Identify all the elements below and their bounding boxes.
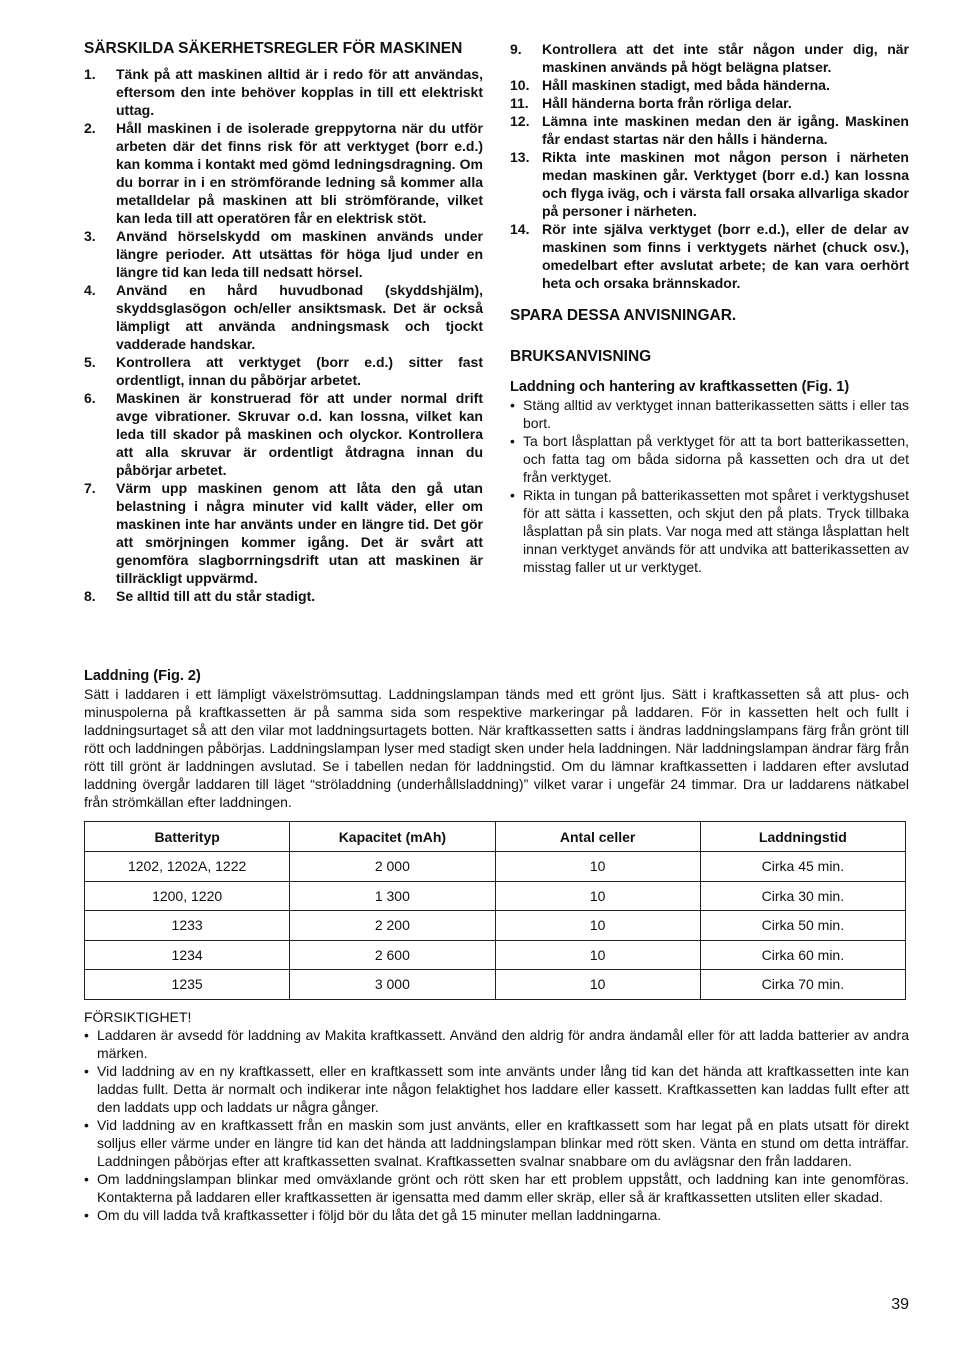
charging-time-table bbox=[84, 821, 906, 1000]
table-cell: 10 bbox=[495, 940, 700, 970]
safety-rules-list-continued bbox=[510, 40, 909, 292]
battery-loading-heading: Laddning och hantering av kraftkassetten (Fig. 1) bbox=[510, 379, 850, 395]
instructions-heading: BRUKSANVISNING bbox=[510, 348, 652, 365]
rule-text: Använd hörselskydd om maskinen används under längre perioder. Att utsättas för höga ljud under en längre tid kan leda till nedsatt hörsel. bbox=[116, 228, 483, 280]
bullet-icon: • bbox=[510, 397, 515, 413]
charging-section bbox=[84, 667, 909, 811]
rule-item bbox=[510, 76, 909, 94]
rule-text: Håll maskinen i de isolerade greppytorna när du utför arbeten där det finns risk för att verktyget (borr e.d.) kan komma i kontakt med gömd ledningsdragning. Om du borrar in i en strömförande ledning så kommer alla metalldelar på maskinen att bli strömförande, vilket kan leda till att operatören får en elektrisk stöt. bbox=[116, 120, 483, 226]
safety-rules-heading: SÄRSKILDA SÄKERHETSREGLER FÖR MASKINEN bbox=[84, 40, 463, 57]
table-row bbox=[85, 970, 906, 1000]
rule-text: Rör inte själva verktyget (borr e.d.), eller de delar av maskinen som finns i verktygets närhet (chuck osv.), omedelbart efter avslutat arbete; de kan vara oerhört heta och orsaka brännskador. bbox=[542, 221, 909, 291]
table-cell: 1233 bbox=[85, 911, 290, 941]
table-cell: 10 bbox=[495, 911, 700, 941]
safety-rules-list bbox=[84, 65, 483, 605]
table-cell: 2 600 bbox=[290, 940, 495, 970]
rule-number: 4. bbox=[84, 282, 96, 298]
charging-heading: Laddning (Fig. 2) bbox=[84, 668, 201, 684]
rule-item bbox=[84, 479, 483, 587]
bullet-icon: • bbox=[84, 1063, 89, 1079]
table-cell: 3 000 bbox=[290, 970, 495, 1000]
rule-number: 9. bbox=[510, 41, 522, 57]
rule-number: 13. bbox=[510, 149, 530, 165]
rule-text: Värm upp maskinen genom att låta den gå utan belastning i några minuter vid kallt väder, eller om maskinen inte har använts under en längre tid. Det gör att smörjningen kommer igång. Det är svårt att genomföra slagborrningsdrift utan att maskinen är tillräckligt uppvärmd. bbox=[116, 480, 483, 586]
rule-text: Rikta inte maskinen mot någon person i närheten medan maskinen går. Verktyget (borr e.d.) kan lossna och flyga iväg, och i värsta fall orsaka allvarliga skador på personer i närheten. bbox=[542, 149, 909, 219]
list-item-text: Rikta in tungan på batterikassetten mot spåret i verktygshuset för att sätta i kassetten, och skjut den på plats. Tryck tillbaka låsplattan på sin plats. Var noga med att stänga låsplattan helt innan verktyget används för att undvika att batterikassetten av misstag faller ut ur verktyget. bbox=[523, 487, 909, 575]
page-number: 39 bbox=[891, 1296, 909, 1313]
rule-number: 12. bbox=[510, 113, 530, 129]
rule-text: Håll händerna borta från rörliga delar. bbox=[542, 95, 792, 111]
caution-title: FÖRSIKTIGHET! bbox=[84, 1009, 192, 1025]
table-cell: Cirka 30 min. bbox=[700, 881, 905, 911]
rule-number: 14. bbox=[510, 221, 530, 237]
rule-text: Kontrollera att det inte står någon under dig, när maskinen används på högt belägna platser. bbox=[542, 41, 909, 75]
table-cell: 10 bbox=[495, 881, 700, 911]
column-header: Kapacitet (mAh) bbox=[290, 822, 495, 852]
column-header: Batterityp bbox=[85, 822, 290, 852]
rule-text: Tänk på att maskinen alltid är i redo för att användas, eftersom den inte behöver kopplas in till ett elektriskt uttag. bbox=[116, 66, 483, 118]
table-cell: 10 bbox=[495, 970, 700, 1000]
rule-number: 5. bbox=[84, 354, 96, 370]
charging-paragraph: Sätt i laddaren i ett lämpligt växelströmsuttag. Laddningslampan tänds med ett grönt ljus. Sätt i kraftkassetten så att plus- och minuspolerna på kraftkassetten är på samma sida som respektive markeringar på laddaren. För in kassetten helt och fullt i laddningsurtaget så att den vilar mot laddningsurtagets botten. När kraftkassetten satts i ändras laddningslampans färg från grönt till rött och laddningen påbörjas. Laddningslampan lyser med stadigt sken under hela laddningen. När laddningslampan ändrar färg från rött till grönt är laddningen avslutad. Se i tabellen nedan för laddningstid. Om du lämnar kraftkassetten i laddaren efter avslutad laddning övergår laddaren till läget “ströladdning (underhållsladdning)” vilket varar i ungefär 24 timmar. Dra ur laddarens nätkabel från strömkällan efter laddningen. bbox=[84, 686, 909, 810]
battery-loading-list bbox=[510, 396, 909, 576]
rule-number: 11. bbox=[510, 95, 529, 111]
save-instructions-heading: SPARA DESSA ANVISNINGAR. bbox=[510, 307, 737, 324]
rule-number: 2. bbox=[84, 120, 96, 136]
list-item-text: Stäng alltid av verktyget innan batterikassetten sätts i eller tas bort. bbox=[523, 397, 909, 431]
rule-number: 3. bbox=[84, 228, 96, 244]
list-item-text: Om laddningslampan blinkar med omväxlande grönt och rött sken har ett problem uppstått, och laddning kan inte genomföras. Kontakterna på laddaren eller kraftkassetten är igensatta med damm eller skräp, eller så är kraftkassetten utsliten eller skadad. bbox=[97, 1171, 909, 1205]
left-column bbox=[84, 38, 483, 605]
rule-text: Se alltid till att du står stadigt. bbox=[116, 588, 316, 604]
rule-number: 7. bbox=[84, 480, 96, 496]
list-item-text: Laddaren är avsedd för laddning av Makita kraftkassett. Använd den aldrig för andra ändamål eller för att ladda batterier av andra märken. bbox=[97, 1027, 909, 1061]
rule-number: 8. bbox=[84, 588, 96, 604]
bullet-icon: • bbox=[84, 1207, 89, 1223]
table-row bbox=[85, 852, 906, 882]
list-item bbox=[84, 1062, 909, 1116]
table-row bbox=[85, 881, 906, 911]
table-header-row bbox=[85, 822, 906, 852]
list-item-text: Vid laddning av en kraftkassett från en maskin som just använts, eller en kraftkassett som har legat på en plats utsatt för direkt solljus eller värme under en längre tid kan det hända att laddningslampan blinkar med rött sken. Vänta en stund om detta inträffar. Laddningen påbörjas efter att kraftkassetten svalnat. Kraftkassetten svalnar snabbare om du avlägsnar den från laddaren. bbox=[97, 1117, 909, 1169]
rule-item bbox=[510, 112, 909, 148]
column-header: Antal celler bbox=[495, 822, 700, 852]
table-cell: 1202, 1202A, 1222 bbox=[85, 852, 290, 882]
list-item bbox=[84, 1170, 909, 1206]
rule-item bbox=[84, 353, 483, 389]
rule-item bbox=[510, 220, 909, 292]
right-column bbox=[510, 40, 909, 576]
list-item-text: Vid laddning av en ny kraftkassett, eller en kraftkassett som inte använts under lång tid kan det hända att kraftkassetten inte kan laddas fullt. Detta är normalt och indikerar inte någon felaktighet hos laddare eller kassett. Kraftkassetten kan laddas fullt efter att den laddats upp och laddats ur några gånger. bbox=[97, 1063, 909, 1115]
list-item bbox=[84, 1026, 909, 1062]
rule-item bbox=[510, 40, 909, 76]
table-row bbox=[85, 911, 906, 941]
list-item-text: Ta bort låsplattan på verktyget för att ta bort batterikassetten, och fatta tag om båda sidorna på kassetten och dra ut det från verktyget. bbox=[523, 433, 909, 485]
rule-text: Håll maskinen stadigt, med båda händerna. bbox=[542, 77, 830, 93]
table-cell: 1 300 bbox=[290, 881, 495, 911]
bullet-icon: • bbox=[84, 1027, 89, 1043]
bullet-icon: • bbox=[510, 433, 515, 449]
list-item bbox=[84, 1116, 909, 1170]
table-cell: 1234 bbox=[85, 940, 290, 970]
rule-item bbox=[510, 94, 909, 112]
rule-item bbox=[84, 389, 483, 479]
caution-list bbox=[84, 1026, 909, 1224]
rule-number: 1. bbox=[84, 66, 96, 82]
list-item bbox=[510, 486, 909, 576]
bullet-icon: • bbox=[84, 1117, 89, 1133]
rule-text: Lämna inte maskinen medan den är igång. Maskinen får endast startas när den hålls i händerna. bbox=[542, 113, 909, 147]
column-header: Laddningstid bbox=[700, 822, 905, 852]
rule-item bbox=[84, 587, 483, 605]
table-cell: Cirka 60 min. bbox=[700, 940, 905, 970]
table-cell: 2 200 bbox=[290, 911, 495, 941]
rule-item bbox=[84, 281, 483, 353]
list-item bbox=[84, 1206, 909, 1224]
caution-section bbox=[84, 1008, 909, 1224]
rule-number: 6. bbox=[84, 390, 96, 406]
list-item bbox=[510, 432, 909, 486]
table-cell: Cirka 50 min. bbox=[700, 911, 905, 941]
rule-item bbox=[510, 148, 909, 220]
rule-number: 10. bbox=[510, 77, 530, 93]
list-item-text: Om du vill ladda två kraftkassetter i följd bör du låta det gå 15 minuter mellan laddningarna. bbox=[97, 1207, 662, 1223]
rule-item bbox=[84, 119, 483, 227]
rule-text: Maskinen är konstruerad för att under normal drift avge vibrationer. Skruvar o.d. kan lossna, vilket kan leda till skador på maskinen och olyckor. Kontrollera att alla skruvar är ordentligt åtdragna innan du påbörjar arbetet. bbox=[116, 390, 483, 478]
rule-item bbox=[84, 227, 483, 281]
table-cell: Cirka 45 min. bbox=[700, 852, 905, 882]
list-item bbox=[510, 396, 909, 432]
rule-text: Använd en hård huvudbonad (skyddshjälm), skyddsglasögon och/eller ansiktsmask. Det är också lämpligt att använda andningsmask och tjockt vadderade handskar. bbox=[116, 282, 483, 352]
table-cell: Cirka 70 min. bbox=[700, 970, 905, 1000]
rule-item bbox=[84, 65, 483, 119]
table-cell: 10 bbox=[495, 852, 700, 882]
table-cell: 1235 bbox=[85, 970, 290, 1000]
table-row bbox=[85, 940, 906, 970]
table-cell: 1200, 1220 bbox=[85, 881, 290, 911]
bullet-icon: • bbox=[510, 487, 515, 503]
rule-text: Kontrollera att verktyget (borr e.d.) sitter fast ordentligt, innan du påbörjar arbetet. bbox=[116, 354, 483, 388]
table-cell: 2 000 bbox=[290, 852, 495, 882]
bullet-icon: • bbox=[84, 1171, 89, 1187]
